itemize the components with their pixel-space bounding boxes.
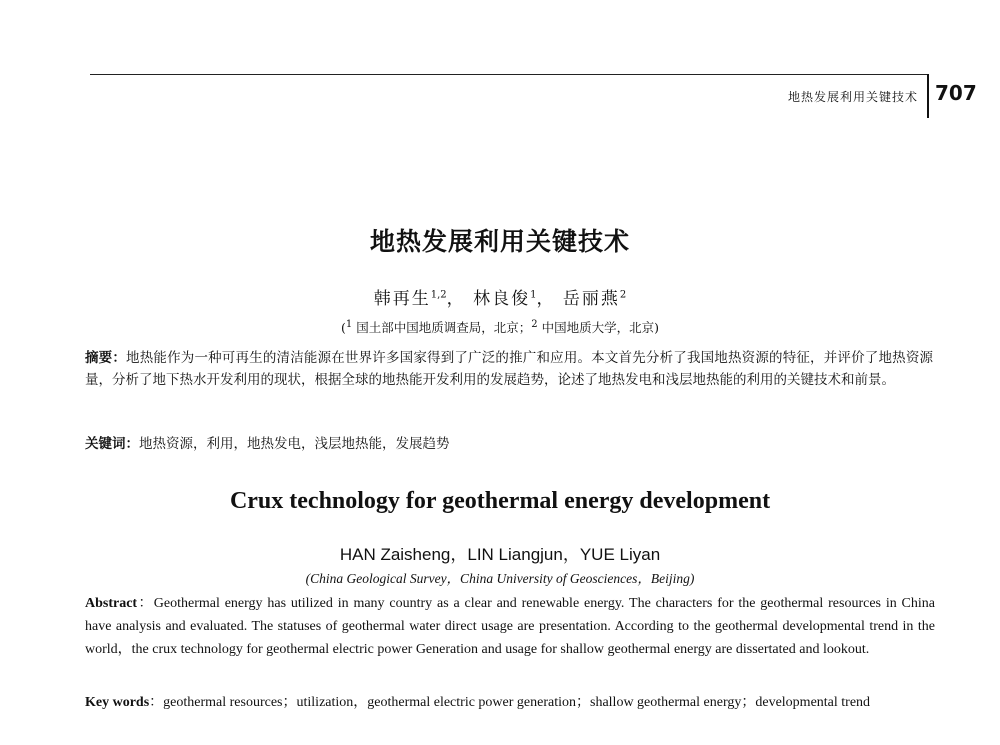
author-name: 韩再生 bbox=[373, 289, 431, 309]
affil-open-paren: ( bbox=[341, 320, 346, 335]
author-name: 林良俊 bbox=[473, 289, 531, 309]
author-affil-mark: 1 bbox=[530, 289, 537, 301]
abstract-label-en: Abstract bbox=[85, 596, 138, 611]
english-authors: HAN Zaisheng，LIN Liangjun，YUE Liyan bbox=[339, 545, 661, 564]
author-separator: ， bbox=[446, 289, 466, 309]
chinese-keywords bbox=[85, 434, 933, 455]
header-rule bbox=[90, 74, 928, 75]
chinese-abstract bbox=[85, 348, 933, 391]
header-divider bbox=[927, 74, 929, 118]
author-affil-mark: 2 bbox=[619, 289, 627, 301]
english-keywords bbox=[85, 691, 935, 714]
running-head: 地热发展利用关键技术 bbox=[787, 90, 918, 104]
english-affiliation: (China Geological Survey，China University of Geosciences，Beijing) bbox=[305, 571, 695, 586]
author-separator: ， bbox=[536, 289, 556, 309]
author-affil-mark: 1,2 bbox=[430, 289, 447, 301]
chinese-authors bbox=[0, 284, 1000, 309]
keywords-label-cn: 关键词： bbox=[85, 436, 139, 452]
chinese-title: 地热发展利用关键技术 bbox=[369, 227, 630, 256]
english-abstract bbox=[85, 592, 935, 661]
keywords-text-cn: 地热资源，利用，地热发电，浅层地热能，发展趋势 bbox=[139, 436, 450, 452]
abstract-label-cn: 摘要： bbox=[85, 350, 127, 366]
author-name: 岳丽燕 bbox=[562, 289, 620, 309]
affil-mark-2: 2 bbox=[531, 318, 538, 330]
keywords-label-en: Key words bbox=[85, 695, 150, 710]
affil-mark-1: 1 bbox=[345, 318, 353, 330]
page-number: 707 bbox=[935, 81, 977, 105]
affiliation-1: 国土部中国地质调查局，北京； bbox=[352, 320, 532, 335]
abstract-text-cn: 地热能作为一种可再生的清洁能源在世界许多国家得到了广泛的推广和应用。本文首先分析了我国地热资源的特征，并评价了地热资源量，分析了地下热水开发利用的现状，根据全球的地热能开发利用的发展趋势，论述了地热发电和浅层地热能的利用的关键技术和前景。 bbox=[85, 350, 934, 388]
english-title: Crux technology for geothermal energy development bbox=[229, 488, 771, 514]
affiliation-2: 中国地质大学，北京) bbox=[537, 320, 659, 335]
abstract-text-en: ：Geothermal energy has utilized in many country as a clear and renewable energy. The characters for the geothermal resources in China have analysis and evaluated. The statuses of geothermal water direct usage are presentation. According to the geothermal developmental trend in the world，the crux technology for geothermal electric power Generation and usage for shallow geothermal energy are dissertated and lookout. bbox=[85, 596, 935, 657]
chinese-affiliation bbox=[0, 318, 1000, 336]
keywords-text-en: ：geothermal resources；utilization，geothermal electric power generation；shallow geothermal energy；developmental trend bbox=[149, 695, 871, 710]
